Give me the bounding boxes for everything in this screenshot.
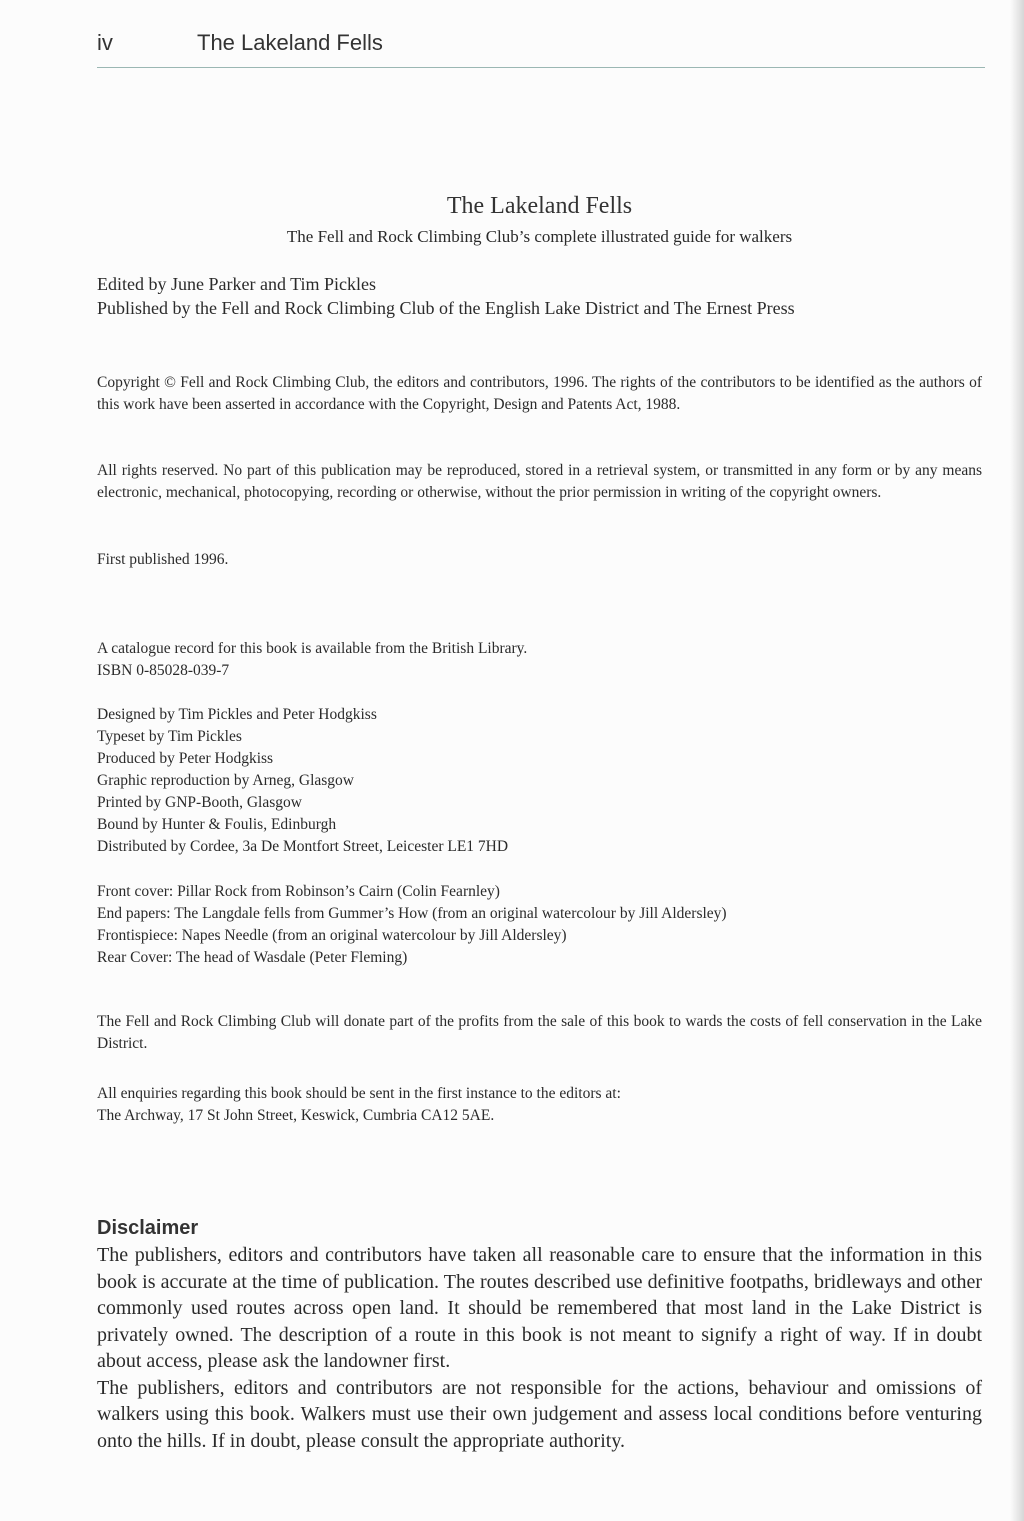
publisher-line: Published by the Fell and Rock Climbing Club of the English Lake District and The Ernest Press xyxy=(97,298,795,318)
cover-credit-line: End papers: The Langdale fells from Gummer’s How (from an original watercolour by Jill Aldersley) xyxy=(97,905,727,922)
credits xyxy=(97,272,982,320)
book-subtitle: The Fell and Rock Climbing Club’s complete illustrated guide for walkers xyxy=(286,227,793,246)
disclaimer-section xyxy=(97,1214,982,1454)
header-rule xyxy=(97,67,985,68)
production-credits xyxy=(97,704,982,858)
editors-line: Edited by June Parker and Tim Pickles xyxy=(97,274,376,294)
page-number: iv xyxy=(97,30,113,55)
isbn: ISBN 0-85028-039-7 xyxy=(97,662,230,679)
running-head xyxy=(97,28,984,68)
enquiries xyxy=(97,1083,982,1127)
editors-address: The Archway, 17 St John Street, Keswick, Cumbria CA12 5AE. xyxy=(97,1107,495,1124)
disclaimer-paragraph-1: The publishers, editors and contributors have taken all reasonable care to ensure that the information in this book is accurate at the time of publication. The routes described use definitive footpaths, bridleways and other commonly used routes across open land. It should be remembered that most land in the Lake District is privately owned. The description of a route in this book is not meant to signify a right of way. If in doubt about access, please ask the landowner first. xyxy=(97,1244,982,1372)
production-line: Typeset by Tim Pickles xyxy=(97,728,242,745)
production-line: Produced by Peter Hodgkiss xyxy=(97,750,274,767)
production-line: Graphic reproduction by Arneg, Glasgow xyxy=(97,772,354,789)
cover-credit-line: Frontispiece: Napes Needle (from an original watercolour by Jill Aldersley) xyxy=(97,927,567,944)
book-title: The Lakeland Fells xyxy=(446,193,633,219)
production-line: Bound by Hunter & Foulis, Edinburgh xyxy=(97,816,337,833)
disclaimer-paragraph-2: The publishers, editors and contributors are not responsible for the actions, behaviour and omissions of walkers using this book. Walkers must use their own judgement and assess local conditions before venturing onto the hills. If in doubt, please consult the appropriate authority. xyxy=(97,1376,982,1452)
cover-credit-line: Rear Cover: The head of Wasdale (Peter Fleming) xyxy=(97,949,408,966)
disclaimer-heading: Disclaimer xyxy=(97,1217,199,1239)
production-line: Printed by GNP-Booth, Glasgow xyxy=(97,794,302,811)
cover-credit-line: Front cover: Pillar Rock from Robinson’s Cairn (Colin Fearnley) xyxy=(97,883,500,900)
production-line: Designed by Tim Pickles and Peter Hodgkiss xyxy=(97,706,377,723)
running-head-title: The Lakeland Fells xyxy=(197,30,383,55)
rights-notice: All rights reserved. No part of this publication may be reproduced, stored in a retrieval system, or transmitted in any form or by any means electronic, mechanical, photocopying, recording or otherwise, without the prior permission in writing of the copyright owners. xyxy=(97,462,982,501)
production-line: Distributed by Cordee, 3a De Montfort Street, Leicester LE1 7HD xyxy=(97,838,509,855)
catalogue-record xyxy=(97,638,982,682)
title-block xyxy=(97,192,982,250)
catalogue-line: A catalogue record for this book is available from the British Library. xyxy=(97,640,528,657)
donation-notice: The Fell and Rock Climbing Club will donate part of the profits from the sale of this book to wards the costs of fell conservation in the Lake District. xyxy=(97,1013,982,1052)
page-edge-shadow xyxy=(1010,0,1024,1521)
first-published: First published 1996. xyxy=(97,551,229,568)
cover-credits xyxy=(97,881,982,969)
enquiries-line: All enquiries regarding this book should be sent in the first instance to the editors at: xyxy=(97,1085,621,1102)
copyright-notice: Copyright © Fell and Rock Climbing Club, the editors and contributors, 1996. The rights of the contributors to be identified as the authors of this work have been asserted in accordance with the Copyright, Design and Patents Act, 1988. xyxy=(97,374,982,413)
